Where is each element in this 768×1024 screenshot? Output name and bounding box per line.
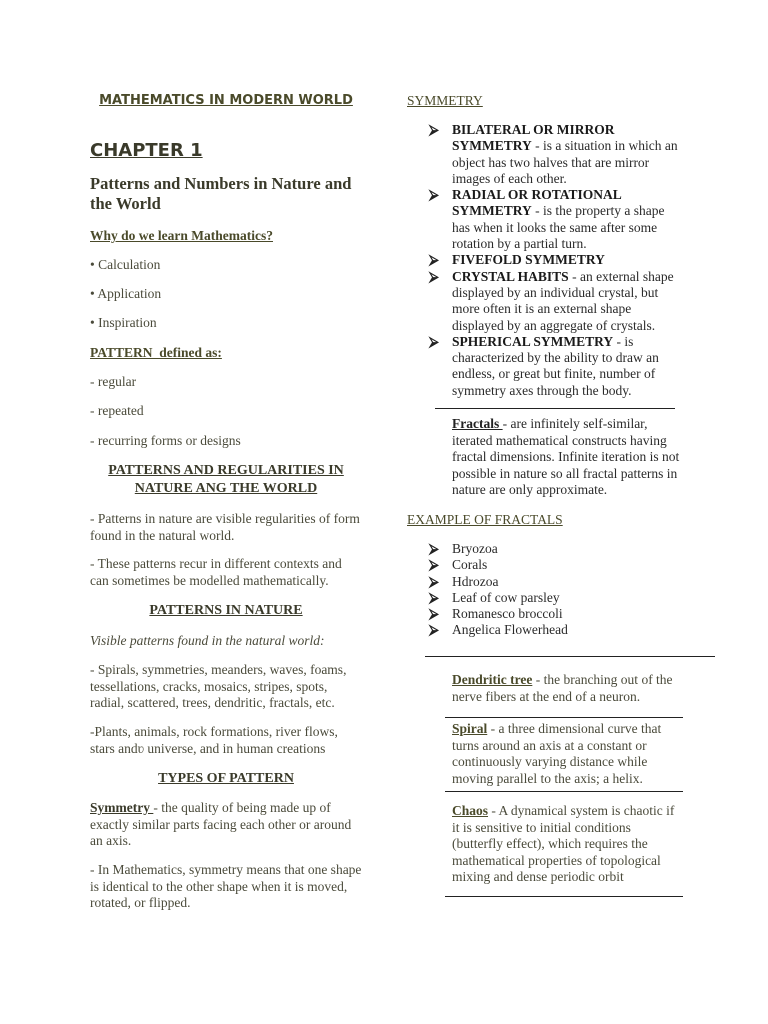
fractal-example-item: ⮚ Hdrozoa	[429, 573, 499, 589]
symmetry-item: ⮚ RADIAL OR ROTATIONAL SYMMETRY - is the property a shape has when it looks the same after some rotation by a partial turn.	[429, 187, 665, 252]
divider	[435, 408, 675, 409]
fractal-example-item: ⮚ Romanesco broccoli	[429, 606, 563, 622]
arrow-bullet-icon: ⮚	[429, 557, 439, 573]
arrow-bullet-icon: ⮚	[429, 541, 439, 556]
pattern-def-item: - regular	[90, 374, 137, 389]
symmetry-item: ⮚ CRYSTAL HABITS - an external shape displayed by an individual crystal, but more often it is an external shape displayed by an aggregate of crystals.	[429, 268, 674, 333]
divider	[445, 896, 683, 897]
fractals-term: Fractals	[452, 416, 503, 431]
symmetry-heading: SYMMETRY	[407, 93, 483, 108]
nature-paragraph: - Spirals, symmetries, meanders, waves, foams, tessellations, cracks, mosaics, stripes, spots, radial, scattered, trees, dendritic, fractals, etc.	[90, 662, 347, 710]
symmetry-item: ⮚ BILATERAL OR MIRROR SYMMETRY - is a situation in which an object has two halves that are mirror images of each other.	[429, 122, 678, 186]
divider	[425, 656, 715, 657]
pattern-def-item: - repeated	[90, 403, 144, 418]
arrow-bullet-icon: ⮚	[429, 268, 439, 284]
symmetry-definition	[90, 800, 362, 850]
divider	[445, 717, 683, 718]
spiral-def-text: - a three dimensional curve that turns around an axis at a constant or continuously varying distance while moving parallel to the axis; a helix.	[452, 721, 662, 786]
regularities-heading: PATTERNS AND REGULARITIES IN NATURE ANG THE WORLD	[108, 463, 344, 496]
document-title: MATHEMATICS IN MODERN WORLD	[99, 93, 353, 108]
reason-item: • Inspiration	[90, 315, 157, 330]
arrow-bullet-icon: ⮚	[429, 606, 439, 622]
question-heading: Why do we learn Mathematics?	[90, 228, 273, 243]
arrow-bullet-icon: ⮚	[429, 187, 439, 203]
chapter-subtitle: Patterns and Numbers in Nature and the World	[90, 174, 352, 213]
fractals-definition	[452, 416, 680, 499]
chaos-def-text: - A dynamical system is chaotic if it is sensitive to initial conditions (butterfly effect), which requires the mathematical properties of topological mixing and dense periodic orbit	[452, 803, 675, 884]
chaos-term: Chaos	[452, 803, 489, 818]
pattern-def-item: - recurring forms or designs	[90, 433, 241, 448]
fractal-example-item: ⮚ Corals	[429, 557, 488, 573]
arrow-bullet-icon: ⮚	[429, 573, 439, 589]
fractal-example-item: ⮚ Leaf of cow parsley	[429, 589, 560, 605]
symmetry-item: ⮚ SPHERICAL SYMMETRY - is characterized by the ability to draw an endless, or great but finite, number of symmetry axes through the body.	[429, 333, 659, 398]
chapter-heading: CHAPTER 1	[90, 140, 203, 161]
reason-item: • Calculation	[90, 257, 161, 272]
symmetry-item: ⮚ FIVEFOLD SYMMETRY	[429, 252, 605, 268]
dendritic-term: Dendritic tree	[452, 672, 533, 687]
examples-heading: EXAMPLE OF FRACTALS	[407, 512, 563, 527]
fractal-example-item: ⮚ Bryozoa	[429, 541, 498, 556]
fractal-example-item: ⮚ Angelica Flowerhead	[429, 622, 568, 638]
nature-heading: PATTERNS IN NATURE	[149, 603, 303, 618]
regularities-paragraph: - These patterns recur in different contexts and can sometimes be modelled mathematically.	[90, 556, 342, 588]
dendritic-definition	[452, 672, 684, 705]
symmetry-list	[407, 122, 679, 399]
reason-item: • Application	[90, 286, 162, 301]
fractals-def-text: - are infinitely self-similar, iterated mathematical constructs having fractal dimensions. Infinite iteration is not possible in nature so all fractal patterns in nature are only approximate.	[452, 416, 680, 497]
arrow-bullet-icon: ⮚	[429, 252, 439, 268]
nature-paragraph: -Plants, animals, rock formations, river flows, stars andʋ universe, and in human creations	[90, 724, 338, 756]
nature-intro: Visible patterns found in the natural world:	[90, 633, 325, 648]
pattern-heading: PATTERN defined as:	[90, 345, 222, 360]
arrow-bullet-icon: ⮚	[429, 333, 439, 349]
symmetry-term: Symmetry	[90, 800, 154, 815]
symmetry-def-text: - the quality of being made up of exactly similar parts facing each other or around an axis.	[90, 800, 352, 848]
fractal-examples-list	[407, 541, 679, 639]
spiral-definition	[452, 721, 684, 787]
symmetry-math-paragraph: - In Mathematics, symmetry means that one shape is identical to the other shape when it is moved, rotated, or flipped.	[90, 862, 362, 910]
arrow-bullet-icon: ⮚	[429, 622, 439, 638]
spiral-term: Spiral	[452, 721, 488, 736]
types-heading: TYPES OF PATTERN	[158, 771, 294, 786]
dendritic-def-text: - the branching out of the nerve fibers at the end of a neuron.	[452, 672, 673, 704]
arrow-bullet-icon: ⮚	[429, 122, 439, 137]
chaos-definition	[452, 803, 684, 886]
divider	[445, 791, 683, 792]
arrow-bullet-icon: ⮚	[429, 589, 439, 605]
regularities-paragraph: - Patterns in nature are visible regularities of form found in the natural world.	[90, 511, 360, 543]
